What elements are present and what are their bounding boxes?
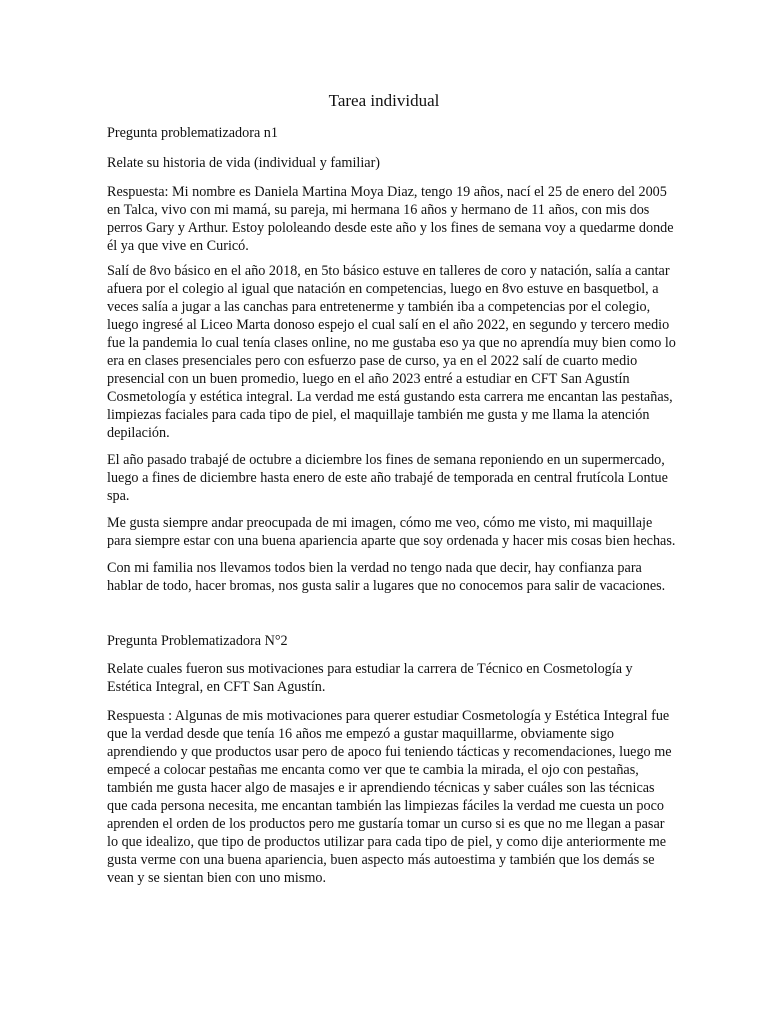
text-line: veces salía a jugar a las canchas para entretenerme y también iba a competencias por el colegio, [107,299,651,315]
q1-answer-paragraph-1 [107,183,674,255]
text-line: lo que idealizo, que tipo de productos utilizar para cada tipo de piel, y como dije anteriormente me [107,834,667,850]
text-line: Respuesta: Mi nombre es Daniela Martina Moya Diaz, tengo 19 años, nací el 25 de enero del 2005 [107,184,667,200]
q1-answer-paragraph-4 [107,514,676,550]
text-line: El año pasado trabajé de octubre a diciembre los fines de semana reponiendo en un supermercado, [107,452,665,468]
text-line: Relate cuales fueron sus motivaciones para estudiar la carrera de Técnico en Cosmetología y [107,661,633,677]
text-line: luego ingresé al Liceo Marta donoso espejo el cual salí en el año 2022, en segundo y tercero medio [107,317,670,333]
text-line: presencial con un buen promedio, luego en el año 2023 entré a estudiar en CFT San Agustín [107,371,630,387]
text-line: spa. [107,488,130,504]
text-line: en Talca, vivo con mi mamá, su pareja, mi hermana 16 años y hermano de 11 años, con mis dos [107,202,650,218]
text-line: fue la pandemia lo cual tenía clases online, no me gustaba eso ya que no aprendía muy bien como lo [107,335,676,351]
text-line: gusta verme con una buena apariencia, buen aspecto más autoestima y también que los demás se [107,852,655,868]
text-line: limpiezas faciales para cada tipo de piel, el maquillaje también me gusta y me llama la atención [107,407,650,423]
q1-answer-paragraph-2 [107,262,676,442]
q1-answer-paragraph-5 [107,559,667,595]
text-line: hablar de todo, hacer bromas, nos gusta salir a lugares que no conocemos para salir de vacaciones. [107,578,666,594]
text-line: aprenden el orden de los productos pero me gustaría tomar un curso si es que no me llegan a pasar [107,816,665,832]
text-line: Salí de 8vo básico en el año 2018, en 5to básico estuve en talleres de coro y natación, salía a cantar [107,263,670,279]
q2-prompt [107,660,667,696]
text-line: vean y se sientan bien con uno mismo. [107,870,327,886]
text-line: que la verdad desde que tenía 16 años me empezó a gustar maquillarme, obviamente sigo [107,726,615,742]
text-line: Respuesta : Algunas de mis motivaciones para querer estudiar Cosmetología y Estética Integral fue [107,708,670,724]
text-line: empecé a colocar pestañas me encanta como ver que te cambia la mirada, el ojo con pestañas, [107,762,639,778]
q2-heading: Pregunta Problematizadora N°2 [107,633,288,649]
text-line: luego a fines de diciembre hasta enero de este año trabajé de temporada en central frutícola Lontue [107,470,668,486]
q1-heading: Pregunta problematizadora n1 [107,125,278,141]
text-line: también me gusta hacer algo de masajes e ir aprendiendo técnicas y saber cuáles son las técnicas [107,780,655,796]
text-line: Con mi familia nos llevamos todos bien la verdad no tengo nada que decir, hay confianza para [107,560,642,576]
text-line: perros Gary y Arthur. Estoy pololeando desde este año y los fines de semana voy a quedarme donde [107,220,674,236]
q1-answer-paragraph-3 [107,451,667,505]
text-line: él ya que vive en Curicó. [107,238,249,254]
text-line: para siempre estar con una buena apariencia aparte que soy ordenada y hacer mis cosas bien hechas. [107,533,676,549]
text-line: depilación. [107,425,170,441]
q2-answer [107,707,672,887]
text-line: era en clases presenciales pero con esfuerzo pase de curso, ya en el 2022 salí de cuarto medio [107,353,638,369]
text-line: aprendiendo y que productos usar pero de apoco fui teniendo tácticas y recomendaciones, luego me [107,744,672,760]
text-line: afuera por el colegio al igual que natación en competencias, luego en 8vo estuve en basquetbol, a [107,281,659,297]
text-line: Me gusta siempre andar preocupada de mi imagen, cómo me veo, cómo me visto, mi maquillaje [107,515,653,531]
text-line: Estética Integral, en CFT San Agustín. [107,679,326,695]
q1-prompt: Relate su historia de vida (individual y familiar) [107,155,381,171]
text-line: que cada persona necesita, me encantan también las limpiezas fáciles la verdad me cuesta un poco [107,798,665,814]
text-line: Cosmetología y estética integral. La verdad me está gustando esta carrera me encantan las pestañas, [107,389,673,405]
document-title: Tarea individual [328,91,440,110]
